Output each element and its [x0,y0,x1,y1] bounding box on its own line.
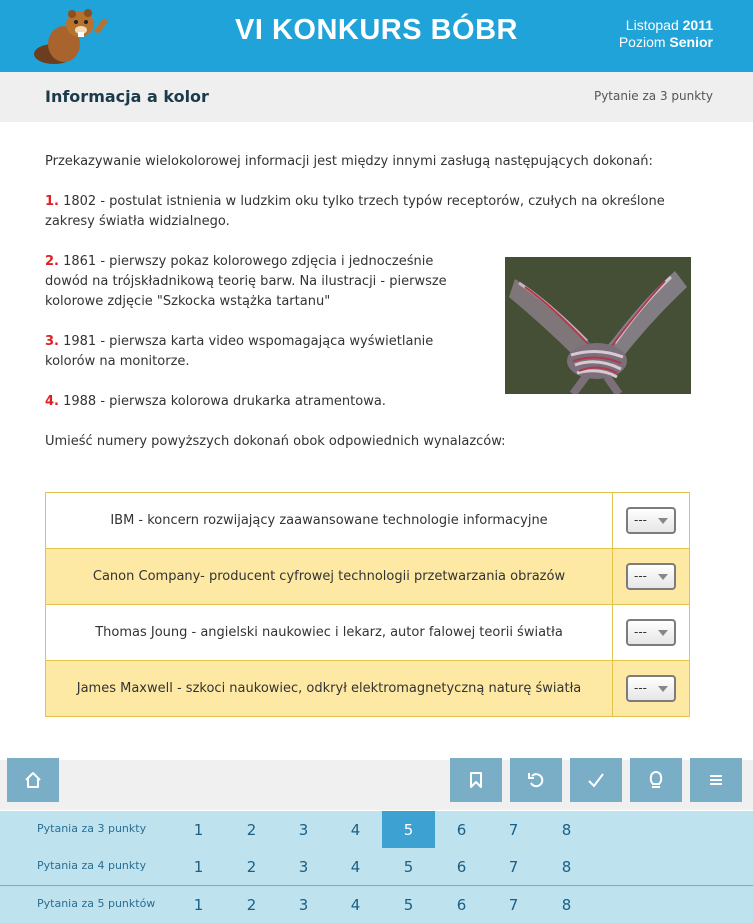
list-item [45,332,475,372]
nav-question-link[interactable]: 8 [561,895,572,914]
list-item [45,252,475,312]
nav-question-link[interactable]: 5 [403,857,414,876]
edition-month: Listopad [625,17,679,33]
list-item [45,392,475,412]
item-number: 3. [45,334,59,349]
chevron-down-icon [658,686,668,692]
nav-row-3-points [0,811,753,848]
chevron-down-icon [658,630,668,636]
item-number: 1. [45,194,59,209]
nav-question-link[interactable]: 2 [246,895,257,914]
nav-question-link[interactable]: 7 [508,895,519,914]
nav-question-link-active[interactable]: 5 [382,811,435,848]
undo-icon [526,770,546,790]
check-button[interactable] [570,758,622,802]
menu-icon [706,770,726,790]
nav-question-link[interactable]: 2 [246,857,257,876]
bookmark-icon [466,770,486,790]
inventor-label: Canon Company- producent cyfrowej technologii przetwarzania obrazów [46,549,613,604]
intro-text: Przekazywanie wielokolorowej informacji jest między innymi zasługą następujących dokonań: [45,154,653,169]
tartan-ribbon-image [505,257,691,394]
nav-question-link[interactable]: 8 [561,857,572,876]
chevron-down-icon [658,574,668,580]
inventor-label: Thomas Joung - angielski naukowiec i lekarz, autor falowej teorii światła [46,605,613,660]
answer-table [45,492,690,717]
tartan-ribbon-photo [505,257,691,394]
nav-question-link[interactable]: 7 [508,820,519,839]
question-title: Informacja a kolor [45,87,209,106]
contest-title: VI KONKURS BÓBR [234,14,518,46]
nav-question-link[interactable]: 4 [350,820,361,839]
nav-row-5-points [0,886,753,923]
select-value: --- [634,681,647,695]
item-number: 2. [45,254,59,269]
home-button[interactable] [7,758,59,802]
check-icon [586,770,606,790]
nav-question-link[interactable]: 2 [246,820,257,839]
nav-question-link[interactable]: 8 [561,820,572,839]
nav-row-label: Pytania za 4 punkty [37,859,147,872]
edition-year: 2011 [682,17,713,33]
table-row [46,493,689,549]
nav-question-link[interactable]: 6 [456,820,467,839]
question-header [0,72,753,122]
item-text: 1988 - pierwsza kolorowa drukarka atramentowa. [58,394,386,409]
hint-button[interactable] [630,758,682,802]
inventor-label: IBM - koncern rozwijający zaawansowane technologie informacyjne [46,493,613,548]
nav-question-link[interactable]: 4 [350,895,361,914]
nav-question-link[interactable]: 4 [350,857,361,876]
header-bar [0,0,753,72]
nav-question-link[interactable]: 6 [456,857,467,876]
item-number: 4. [45,394,59,409]
select-value: --- [634,569,647,583]
item-text: 1861 - pierwszy pokaz kolorowego zdjęcia i jednocześnie dowód na trójskładnikową teorię barw. Na ilustracji - pierwsze kolorowe zdjęcie "Szkocka wstążka tartanu" [45,254,447,309]
item-text: 1981 - pierwsza karta video wspomagająca wyświetlanie kolorów na monitorze. [45,334,434,369]
table-row [46,605,689,661]
nav-divider [0,885,753,886]
list-item [45,192,685,232]
nav-row-label: Pytania za 3 punkty [37,822,147,835]
select-value: --- [634,513,647,527]
answer-select[interactable] [626,507,676,534]
hint-icon [646,770,666,790]
answer-select[interactable] [626,563,676,590]
home-icon [23,770,43,790]
table-row [46,549,689,605]
menu-button[interactable] [690,758,742,802]
answer-select[interactable] [626,619,676,646]
nav-question-link[interactable]: 6 [456,895,467,914]
nav-question-link[interactable]: 3 [298,857,309,876]
table-row [46,661,689,716]
nav-question-link[interactable]: 7 [508,857,519,876]
answer-select[interactable] [626,675,676,702]
nav-question-link[interactable]: 1 [193,857,204,876]
level-label: Poziom [618,34,666,50]
nav-question-link[interactable]: 1 [193,895,204,914]
nav-row-label: Pytania za 5 punktów [37,897,156,910]
level-value: Senior [669,34,713,50]
undo-button[interactable] [510,758,562,802]
nav-question-link[interactable]: 3 [298,895,309,914]
question-points: Pytanie za 3 punkty [593,89,713,103]
select-value: --- [634,625,647,639]
nav-question-link[interactable]: 5 [403,895,414,914]
item-text: 1802 - postulat istnienia w ludzkim oku tylko trzech typów receptorów, czułych na określone zakresy światła widzialnego. [45,194,665,229]
nav-row-4-points [0,848,753,885]
nav-question-link[interactable]: 3 [298,820,309,839]
inventor-label: James Maxwell - szkoci naukowiec, odkrył elektromagnetyczną naturę światła [46,661,613,716]
bookmark-button[interactable] [450,758,502,802]
nav-question-link[interactable]: 1 [193,820,204,839]
instruction-text: Umieść numery powyższych dokonań obok odpowiednich wynalazców: [45,434,506,449]
chevron-down-icon [658,518,668,524]
question-navigation [0,811,753,923]
edition-info [619,17,713,51]
